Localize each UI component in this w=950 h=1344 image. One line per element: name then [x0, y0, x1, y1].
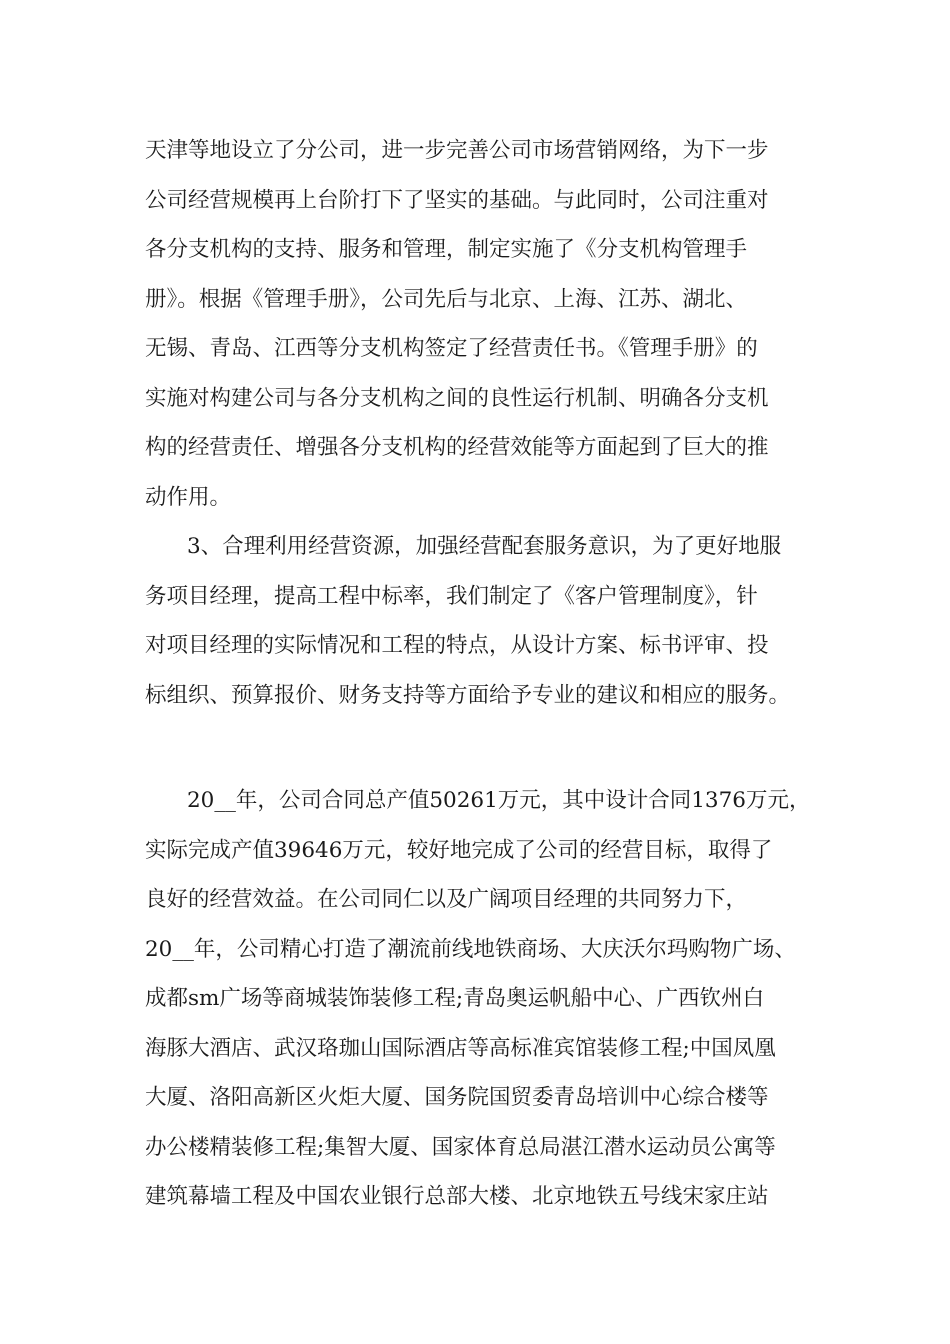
paragraph-1-line-8: 动作用。 [145, 485, 232, 510]
paragraph-3-line-5: 成都sm广场等商城装饰装修工程;青岛奥运帆船中心、广西钦州白 [145, 986, 765, 1011]
paragraph-2-line-3: 对项目经理的实际情况和工程的特点，从设计方案、标书评审、投 [145, 633, 769, 658]
paragraph-1-line-1: 天津等地设立了分公司，进一步完善公司市场营销网络，为下一步 [145, 138, 769, 163]
paragraph-2-line-4: 标组织、预算报价、财务支持等方面给予专业的建议和相应的服务。 [145, 683, 791, 708]
paragraph-1-line-6: 实施对构建公司与各分支机构之间的良性运行机制、明确各分支机 [145, 386, 769, 411]
paragraph-3-line-1: 20__年，公司合同总产值50261万元，其中设计合同1376万元， [187, 788, 811, 813]
paragraph-3-line-9: 建筑幕墙工程及中国农业银行总部大楼、北京地铁五号线宋家庄站 [145, 1184, 769, 1209]
paragraph-1-line-5: 无锡、青岛、江西等分支机构签定了经营责任书。《管理手册》的 [145, 336, 758, 361]
paragraph-1-line-2: 公司经营规模再上台阶打下了坚实的基础。与此同时，公司注重对 [145, 188, 769, 213]
paragraph-3-line-3: 良好的经营效益。在公司同仁以及广阔项目经理的共同努力下， [145, 887, 748, 912]
paragraph-3-line-2: 实际完成产值39646万元，较好地完成了公司的经营目标，取得了 [145, 838, 773, 863]
paragraph-3-line-4: 20__年，公司精心打造了潮流前线地铁商场、大庆沃尔玛购物广场、 [145, 937, 796, 962]
paragraph-3-line-6: 海豚大酒店、武汉珞珈山国际酒店等高标准宾馆装修工程;中国凤凰 [145, 1036, 776, 1061]
paragraph-2-line-1: 3、合理利用经营资源，加强经营配套服务意识，为了更好地服 [187, 534, 782, 559]
paragraph-2-line-2: 务项目经理，提高工程中标率，我们制定了《客户管理制度》，针 [145, 584, 758, 609]
paragraph-3-line-7: 大厦、洛阳高新区火炬大厦、国务院国贸委青岛培训中心综合楼等 [145, 1085, 769, 1110]
paragraph-3-line-8: 办公楼精装修工程;集智大厦、国家体育总局湛江潜水运动员公寓等 [145, 1135, 776, 1160]
paragraph-1-line-3: 各分支机构的支持、服务和管理，制定实施了《分支机构管理手 [145, 237, 748, 262]
paragraph-1-line-4: 册》。根据《管理手册》，公司先后与北京、上海、江苏、湖北、 [145, 287, 748, 312]
paragraph-1-line-7: 构的经营责任、增强各分支机构的经营效能等方面起到了巨大的推 [145, 435, 769, 460]
